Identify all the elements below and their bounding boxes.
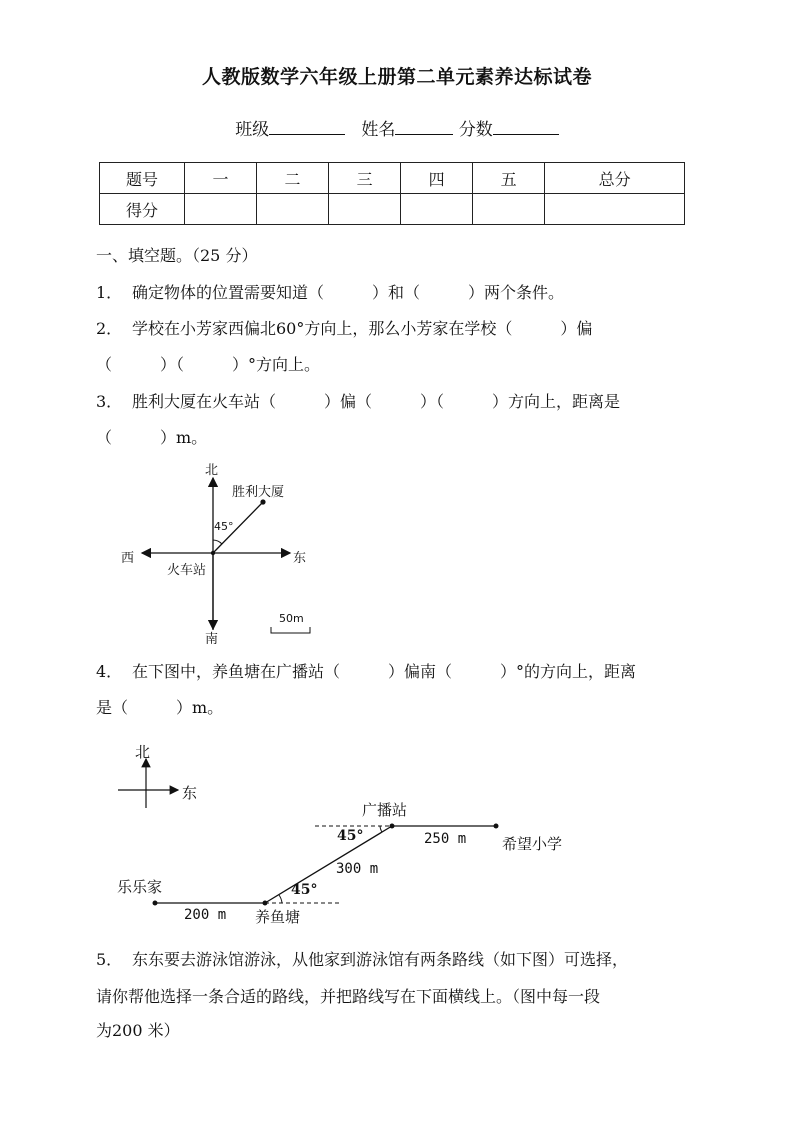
table-cell: 五: [473, 163, 545, 194]
question-text: 东东要去游泳馆游泳，从他家到游泳馆有两条路线（如下图）可选择，: [132, 950, 629, 969]
section-heading: 一、填空题。（25 分）: [96, 246, 258, 265]
question-5-line-1: [96, 950, 628, 970]
score-table: [99, 162, 685, 225]
table-score-row: [100, 194, 685, 225]
pond-point: [263, 901, 268, 906]
table-cell: 总分: [545, 163, 685, 194]
question-text: 在下图中，养鱼塘在广播站（ ）偏南（ ）°的方向上，距离: [132, 662, 637, 681]
score-blank[interactable]: [493, 120, 559, 135]
question-2-line-2: （ ）（ ）°方向上。: [96, 355, 321, 374]
score-cell[interactable]: [401, 194, 473, 225]
fig1-east-label: 东: [293, 551, 307, 566]
table-cell: 一: [185, 163, 257, 194]
fig2-east-label: 东: [182, 784, 198, 802]
page-title: 人教版数学六年级上册第二单元素养达标试卷: [201, 66, 592, 88]
home-point: [153, 901, 158, 906]
question-number: 3．: [96, 392, 123, 411]
score-label: 分数: [458, 120, 493, 140]
score-cell[interactable]: [185, 194, 257, 225]
table-cell: 得分: [100, 194, 185, 225]
pond-angle-arc: [279, 895, 282, 903]
station-school-distance: 250 m: [424, 831, 467, 847]
name-blank[interactable]: [395, 120, 453, 135]
table-cell: 四: [401, 163, 473, 194]
question-number: 4．: [96, 662, 123, 681]
question-number: 5．: [96, 950, 123, 969]
home-label: 乐乐家: [117, 878, 163, 896]
building-label: 胜利大厦: [232, 485, 285, 500]
building-point: [260, 499, 265, 504]
class-blank[interactable]: [269, 120, 345, 135]
station-label: 火车站: [167, 563, 207, 578]
question-number: 2．: [96, 319, 123, 338]
table-cell: 题号: [100, 163, 185, 194]
table-cell: 二: [257, 163, 329, 194]
fig1-north-label: 北: [205, 463, 219, 478]
score-cell[interactable]: [329, 194, 401, 225]
question-1: [96, 283, 564, 303]
table-cell: 三: [329, 163, 401, 194]
score-cell[interactable]: [545, 194, 685, 225]
name-label: 姓名: [361, 120, 396, 140]
question-text: 胜利大厦在火车站（ ）偏（ ）（ ）方向上，距离是: [132, 392, 621, 411]
home-pond-distance: 200 m: [184, 907, 227, 923]
table-header-row: [100, 163, 685, 194]
school-point: [494, 824, 499, 829]
fig2-north-label: 北: [135, 743, 151, 761]
scale-bar: [271, 627, 310, 633]
pond-station-distance: 300 m: [336, 861, 379, 877]
question-3-line-2: （ ）m。: [96, 428, 208, 447]
question-5-line-3: 为200 米）: [96, 1021, 180, 1040]
station-angle-label: 45°: [337, 828, 364, 844]
pond-label: 养鱼塘: [255, 908, 301, 926]
question-2-line-1: [96, 319, 592, 339]
fig1-angle-label: 45°: [214, 520, 234, 533]
question-4-line-2: 是（ ）m。: [96, 698, 224, 717]
question-text: 确定物体的位置需要知道（ ）和（ ）两个条件。: [132, 283, 565, 302]
question-number: 1．: [96, 283, 123, 302]
score-cell[interactable]: [257, 194, 329, 225]
station-label: 广播站: [362, 801, 408, 819]
question-5-line-2: 请你帮他选择一条合适的路线，并把路线写在下面横线上。（图中每一段: [96, 987, 601, 1006]
fig1-south-label: 南: [205, 632, 219, 647]
scale-label: 50m: [279, 612, 304, 625]
station-point: [390, 824, 395, 829]
student-info-line: [0, 115, 794, 140]
station-angle-arc: [380, 826, 382, 832]
pond-angle-label: 45°: [291, 882, 318, 898]
question-text: 学校在小芳家西偏北60°方向上，那么小芳家在学校（ ）偏: [132, 319, 593, 338]
station-point: [211, 551, 215, 555]
school-label: 希望小学: [502, 835, 563, 853]
angle-arc: [213, 540, 222, 544]
question-4-line-1: [96, 662, 636, 682]
score-cell[interactable]: [473, 194, 545, 225]
fig1-west-label: 西: [121, 551, 135, 566]
question-3-line-1: [96, 392, 620, 412]
class-label: 班级: [235, 120, 270, 140]
